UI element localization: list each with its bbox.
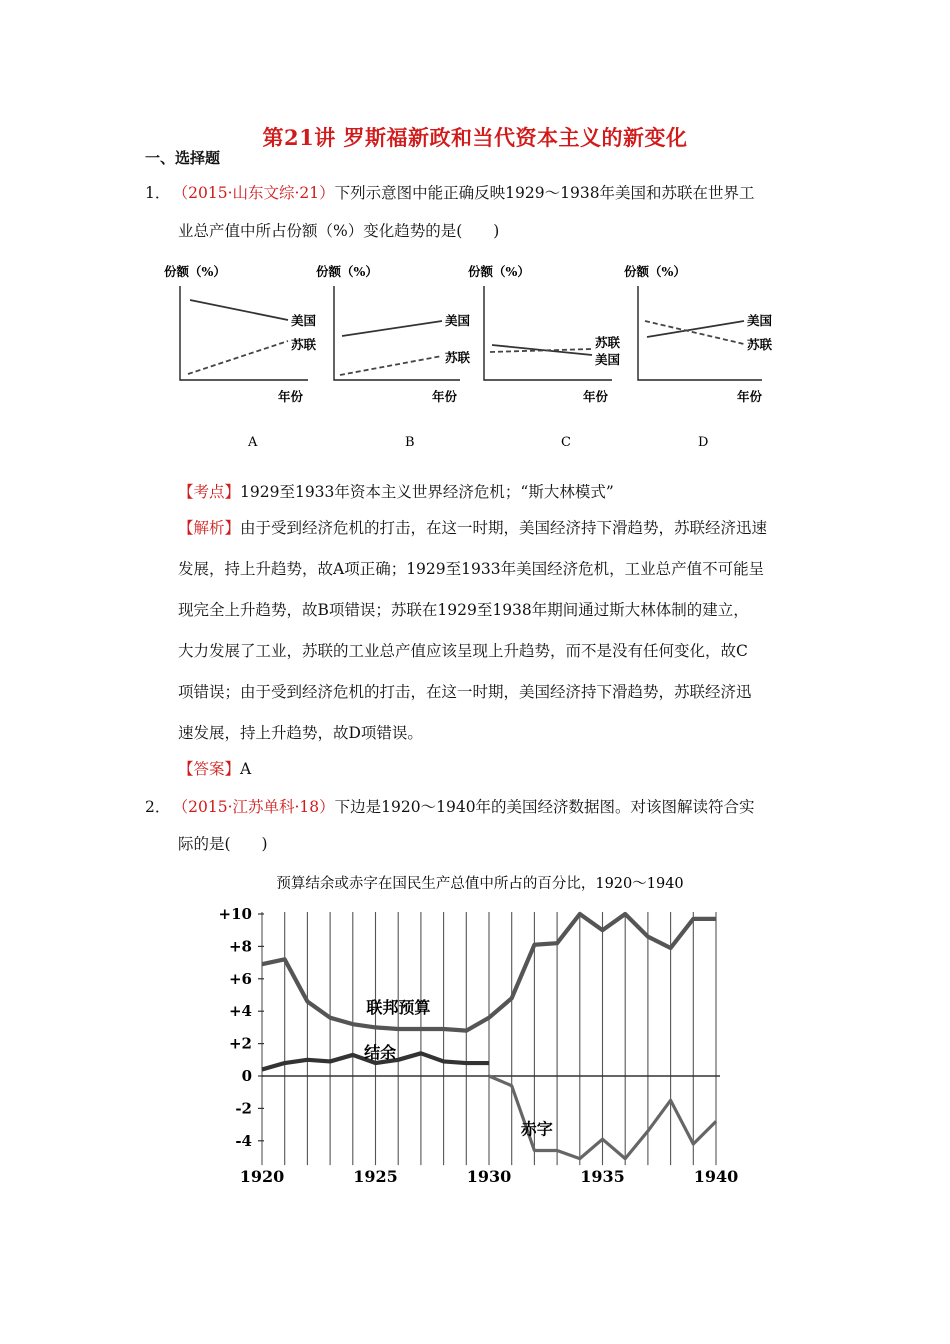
q1-stem: 下列示意图中能正确反映1929～1938年美国和苏联在世界工 bbox=[334, 184, 755, 202]
x-tick-label: 1920 bbox=[239, 1167, 285, 1186]
y-tick-label: +2 bbox=[228, 1034, 252, 1053]
q1-kaodian bbox=[178, 482, 614, 502]
option-d-label: D bbox=[698, 435, 709, 450]
y-tick-label: +6 bbox=[228, 969, 252, 988]
option-a-label: A bbox=[248, 435, 258, 450]
chart-b-usa-line bbox=[342, 321, 442, 336]
chart-b-ussr-line bbox=[340, 356, 442, 375]
section-heading: 一、选择题 bbox=[145, 149, 221, 167]
jiexi-text-2: 发展，持上升趋势，故A项正确；1929至1933年美国经济危机，工业总产值不可能呈 bbox=[178, 560, 765, 578]
q1-answer bbox=[178, 759, 251, 779]
q1-stem-line2: 业总产值中所占份额（%）变化趋势的是( ) bbox=[178, 222, 500, 240]
x-tick-label: 1935 bbox=[580, 1167, 625, 1186]
q1-jiexi-line1 bbox=[178, 518, 767, 538]
chart-d-ussr-label: 苏联 bbox=[747, 337, 773, 352]
chart-a-ussr-label: 苏联 bbox=[291, 337, 317, 352]
y-tick-label: 0 bbox=[241, 1067, 252, 1085]
y-tick-label: -2 bbox=[235, 1099, 252, 1118]
jiexi-label: 【解析】 bbox=[178, 519, 241, 537]
chart-title: 预算结余或赤字在国民生产总值中所占的百分比，1920～1940 bbox=[276, 876, 684, 892]
q1-option-charts bbox=[150, 258, 810, 458]
annotation-label: 结余 bbox=[364, 1043, 397, 1063]
y-tick-label: +8 bbox=[228, 937, 252, 956]
option-c-label: C bbox=[561, 435, 571, 450]
chart-d-ussr-line bbox=[645, 321, 744, 344]
x-tick-label: 1940 bbox=[693, 1167, 739, 1186]
q1-source: （2015·山东文综·21） bbox=[180, 184, 335, 202]
chart-a-usa-label: 美国 bbox=[291, 313, 317, 328]
chart-a-xlabel: 年份 bbox=[278, 389, 304, 404]
answer-text: A bbox=[240, 760, 252, 778]
q2-stem: 下边是1920～1940年的美国经济数据图。对该图解读符合实 bbox=[334, 798, 755, 816]
chart-d-usa-line bbox=[647, 321, 744, 337]
option-b-label: B bbox=[405, 435, 415, 450]
y-tick-label: -4 bbox=[235, 1131, 252, 1150]
annotation-label: 联邦预算 bbox=[366, 997, 431, 1017]
chart-b-ussr-label: 苏联 bbox=[445, 350, 471, 365]
kaodian-text: 1929至1933年资本主义世界经济危机；“斯大林模式” bbox=[240, 483, 614, 501]
q2-budget-chart bbox=[200, 868, 760, 1198]
kaodian-label: 【考点】 bbox=[178, 483, 241, 501]
jiexi-text-1: 由于受到经济危机的打击，在这一时期，美国经济持下滑趋势，苏联经济迅速 bbox=[240, 519, 768, 537]
q2-stem-line2: 际的是( ) bbox=[178, 835, 268, 853]
chart-a-usa-line bbox=[190, 300, 288, 320]
chart-c-axes bbox=[484, 286, 612, 380]
q2-source: （2015·江苏单科·18） bbox=[180, 798, 335, 816]
page-title: 第21讲 罗斯福新政和当代资本主义的新变化 bbox=[262, 125, 688, 150]
chart-c-xlabel: 年份 bbox=[583, 389, 609, 404]
chart-b-xlabel: 年份 bbox=[432, 389, 458, 404]
chart-c-ylabel: 份额（%） bbox=[468, 264, 530, 279]
jiexi-text-4: 大力发展了工业，苏联的工业总产值应该呈现上升趋势，而不是没有任何变化，故C bbox=[178, 642, 748, 660]
chart-d-xlabel: 年份 bbox=[737, 389, 763, 404]
chart-a-axes bbox=[180, 286, 308, 380]
chart-a-ylabel: 份额（%） bbox=[164, 264, 226, 279]
chart-d-usa-label: 美国 bbox=[747, 313, 773, 328]
x-tick-label: 1925 bbox=[353, 1167, 398, 1186]
jiexi-text-5: 项错误；由于受到经济危机的打击，在这一时期，美国经济持下滑趋势，苏联经济迅 bbox=[178, 683, 752, 701]
chart-b-ylabel: 份额（%） bbox=[316, 264, 378, 279]
chart-c-ussr-label: 苏联 bbox=[595, 335, 621, 350]
annotation-label: 赤字 bbox=[520, 1119, 553, 1139]
chart-c-usa-label: 美国 bbox=[595, 352, 621, 367]
q2-stem-line1 bbox=[145, 797, 755, 817]
y-tick-label: +4 bbox=[228, 1002, 252, 1021]
jiexi-text-6: 速发展，持上升趋势，故D项错误。 bbox=[178, 724, 423, 742]
chart-a-ussr-line bbox=[188, 341, 288, 374]
chart-d-ylabel: 份额（%） bbox=[624, 264, 686, 279]
answer-label: 【答案】 bbox=[178, 760, 241, 778]
x-tick-label: 1930 bbox=[466, 1167, 512, 1186]
jiexi-text-3: 现完全上升趋势，故B项错误；苏联在1929至1938年期间通过斯大林体制的建立， bbox=[178, 601, 749, 619]
q2-number: 2． bbox=[145, 798, 171, 816]
chart-b-usa-label: 美国 bbox=[445, 313, 471, 328]
q1-stem-line1 bbox=[145, 183, 755, 203]
y-tick-label: +10 bbox=[218, 905, 252, 923]
q1-number: 1． bbox=[145, 184, 171, 202]
chart-b-axes bbox=[334, 286, 460, 380]
